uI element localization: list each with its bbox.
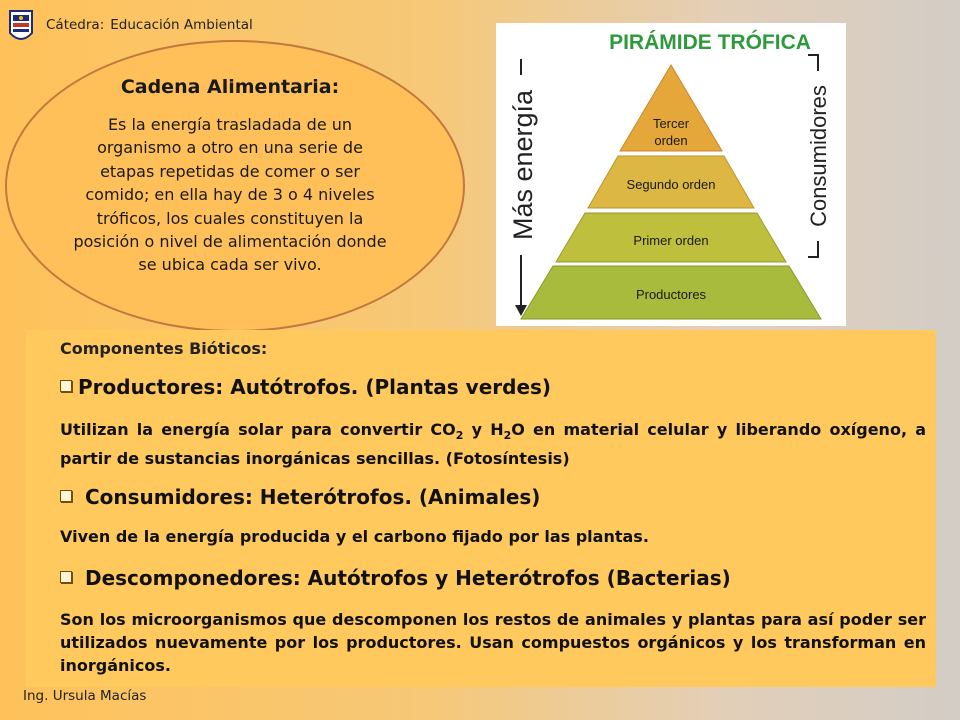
checkbox-bullet-icon bbox=[60, 571, 72, 583]
course-header bbox=[46, 17, 253, 33]
consumers-bracket bbox=[806, 55, 831, 257]
definition-line: posición o nivel de alimentación donde bbox=[73, 232, 387, 252]
pyramid-level-label: orden bbox=[654, 133, 688, 148]
energy-axis bbox=[508, 59, 538, 316]
decomposers-heading-text: Descomponedores: Autótrofos y Heterótrofos (Bacterias) bbox=[78, 566, 731, 590]
definition-line: etapas repetidas de comer o ser bbox=[100, 161, 360, 181]
definition-line: comido; en ella hay de 3 o 4 niveles bbox=[85, 185, 375, 205]
pyramid-level-label: Segundo orden bbox=[626, 177, 716, 192]
pyramid-level-label: Primer orden bbox=[633, 233, 709, 248]
course-name: Educación Ambiental bbox=[110, 17, 253, 33]
producers-text-part: O en material celular y liberando oxígeno, a partir de sustancias inorgánicas sencillas. (Fotosíntesis) bbox=[60, 420, 927, 469]
checkbox-bullet-icon bbox=[60, 380, 72, 392]
definition-line: se ubica cada ser vivo. bbox=[138, 255, 322, 275]
pyramid-level-label: Tercer bbox=[652, 116, 690, 131]
definition-line: organismo a otro en una serie de bbox=[97, 138, 363, 158]
author-footer: Ing. Ursula Macías bbox=[23, 688, 147, 704]
definition-line: tróficos, los cuales constituyen la bbox=[96, 208, 364, 228]
producers-text-part: y H bbox=[463, 420, 504, 439]
consumers-text: Viven de la energía producida y el carbono fijado por las plantas. bbox=[60, 527, 649, 546]
consumers-heading-text: Consumidores: Heterótrofos. (Animales) bbox=[78, 485, 541, 509]
definition-text bbox=[40, 113, 420, 277]
definition-title: Cadena Alimentaria: bbox=[120, 76, 340, 98]
producers-heading-text: Productores: Autótrofos. (Plantas verdes) bbox=[78, 375, 552, 399]
h2o-subscript: 2 bbox=[503, 429, 512, 443]
course-label: Cátedra: bbox=[46, 17, 105, 33]
components-title: Componentes Bióticos: bbox=[60, 339, 268, 358]
decomposers-text: Son los microorganismos que descomponen los restos de animales y plantas para así poder ser utilizados nuevamente por los productores. Usan compuestos orgánicos y los transforman en inorgánicos. bbox=[60, 610, 926, 675]
definition-line: Es la energía trasladada de un bbox=[107, 115, 353, 134]
checkbox-bullet-icon bbox=[60, 490, 72, 502]
pyramid-title: PIRÁMIDE TRÓFICA bbox=[609, 31, 811, 54]
producers-text-part: Utilizan la energía solar para convertir CO bbox=[60, 420, 456, 439]
trophic-pyramid-figure bbox=[496, 23, 846, 326]
co2-subscript: 2 bbox=[455, 429, 464, 443]
trophic-pyramid-diagram bbox=[496, 23, 846, 326]
energy-axis-label: Más energía bbox=[508, 89, 538, 241]
consumers-axis-label: Consumidores bbox=[806, 85, 831, 227]
university-crest-logo bbox=[8, 7, 34, 47]
consumers-heading bbox=[60, 485, 540, 509]
pyramid-level-label: Productores bbox=[635, 287, 707, 302]
producers-heading bbox=[60, 375, 551, 399]
decomposers-heading bbox=[60, 566, 731, 590]
producers-text bbox=[60, 418, 926, 470]
